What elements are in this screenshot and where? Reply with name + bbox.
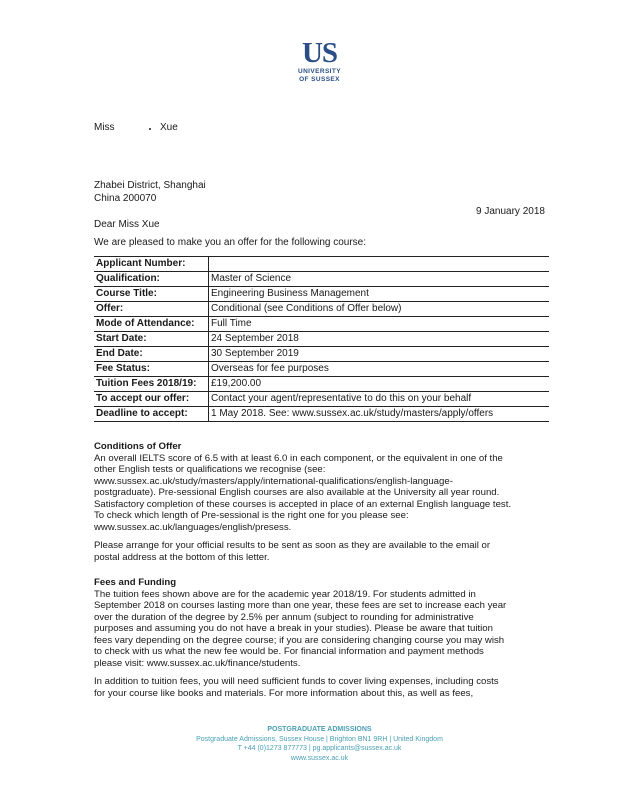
address-district: Zhabei District, Shanghai — [94, 180, 206, 191]
footer — [0, 725, 639, 763]
offer-row — [94, 272, 549, 287]
intro-text: We are pleased to make you an offer for the following course: — [94, 237, 367, 248]
offer-value: 24 September 2018 — [209, 332, 550, 347]
offer-row — [94, 302, 549, 317]
offer-value: Master of Science — [209, 272, 550, 287]
conditions-line: To check which length of Pre-sessional is the right one for you please see: — [94, 510, 409, 521]
offer-table — [94, 256, 549, 422]
footer-address: Postgraduate Admissions, Sussex House | Brighton BN1 9RH | United Kingdom — [196, 735, 443, 743]
fees-line: fees vary depending on the degree course; if you are considering changing course you may wish — [94, 634, 505, 646]
offer-label: To accept our offer: — [94, 392, 209, 407]
offer-row — [94, 392, 549, 407]
offer-row — [94, 317, 549, 332]
conditions-line: An overall IELTS score of 6.5 with at least 6.0 in each component, or the equivalent in one of the — [94, 452, 503, 464]
conditions-heading: Conditions of Offer — [94, 441, 182, 452]
footer-contact: T +44 (0)1273 877773 | pg.applicants@sussex.ac.uk — [237, 745, 402, 752]
offer-row — [94, 257, 549, 272]
offer-row — [94, 362, 549, 377]
fees-line: over the duration of the degree by 2.5% per annum (subject to rounding for administrative — [94, 611, 474, 623]
letter-date: 9 January 2018 — [476, 206, 545, 217]
offer-label: Fee Status: — [94, 362, 209, 377]
offer-label: Qualification: — [94, 272, 209, 287]
offer-value: Engineering Business Management — [209, 287, 550, 302]
recipient-surname: Xue — [160, 122, 178, 133]
offer-label: Mode of Attendance: — [94, 317, 209, 332]
offer-value: Full Time — [209, 317, 550, 332]
offer-label: Offer: — [94, 302, 209, 317]
offer-label: Course Title: — [94, 287, 209, 302]
fees-line: The tuition fees shown above are for the academic year 2018/19. For students admitted in — [94, 588, 476, 600]
offer-value: Overseas for fee purposes — [209, 362, 550, 377]
conditions-line: Satisfactory completion of these courses is accepted in place of an external English language test. — [94, 498, 512, 510]
address-country: China 200070 — [94, 193, 157, 204]
conditions-arrange-line: postal address at the bottom of this letter. — [94, 551, 270, 563]
offer-row — [94, 347, 549, 362]
fees-line: September 2018 on courses lasting more than one year, these fees are set to increase each year — [94, 600, 507, 611]
offer-row — [94, 287, 549, 302]
fees-heading: Fees and Funding — [94, 577, 177, 588]
fees-line: to check with us what the new fee would be. For financial information and payment methods — [94, 646, 484, 657]
fees-line: please visit: www.sussex.ac.uk/finance/students. — [94, 657, 301, 669]
conditions-arrange-line: Please arrange for your official results to be sent as soon as they are available to the email or — [94, 540, 491, 551]
offer-label: Applicant Number: — [94, 257, 209, 272]
footer-title: POSTGRADUATE ADMISSIONS — [267, 726, 372, 733]
offer-value: 1 May 2018. See: www.sussex.ac.uk/study/masters/apply/offers — [209, 407, 550, 422]
logo-line-2: OF SUSSEX — [299, 76, 340, 83]
fees-line: purposes and assuming you do not have a break in your studies). Please be aware that tuition — [94, 623, 493, 634]
salutation: Dear Miss Xue — [94, 219, 160, 230]
conditions-line: www.sussex.ac.uk/languages/english/presess. — [94, 521, 292, 533]
conditions-section — [94, 441, 564, 563]
offer-value: Contact your agent/representative to do this on your behalf — [209, 392, 550, 407]
offer-label: End Date: — [94, 347, 209, 362]
conditions-line: www.sussex.ac.uk/study/masters/apply/international-qualifications/english-language- — [94, 475, 453, 487]
fees-extra-line: for your course like books and materials. For more information about this, as well as fees, — [94, 687, 474, 699]
university-logo — [0, 38, 639, 84]
redaction-mark — [149, 128, 151, 130]
fees-extra-line: In addition to tuition fees, you will need sufficient funds to cover living expenses, including costs — [94, 676, 499, 687]
offer-row — [94, 332, 549, 347]
offer-row — [94, 407, 549, 422]
logo-mark: US — [301, 37, 338, 69]
logo-line-1: UNIVERSITY — [297, 68, 341, 75]
offer-label: Deadline to accept: — [94, 407, 209, 422]
recipient-title: Miss — [94, 122, 115, 133]
offer-value: 30 September 2019 — [209, 347, 550, 362]
offer-row — [94, 377, 549, 392]
footer-web: www.sussex.ac.uk — [290, 754, 349, 762]
conditions-line: postgraduate). Pre-sessional English courses are also available at the University all year round. — [94, 487, 500, 498]
offer-value — [209, 257, 550, 272]
offer-value: Conditional (see Conditions of Offer below) — [209, 302, 550, 317]
offer-value: £19,200.00 — [209, 377, 550, 392]
offer-label: Start Date: — [94, 332, 209, 347]
conditions-line: other English tests or qualifications we recognise (see: — [94, 464, 326, 475]
fees-section — [94, 577, 564, 699]
offer-label: Tuition Fees 2018/19: — [94, 377, 209, 392]
